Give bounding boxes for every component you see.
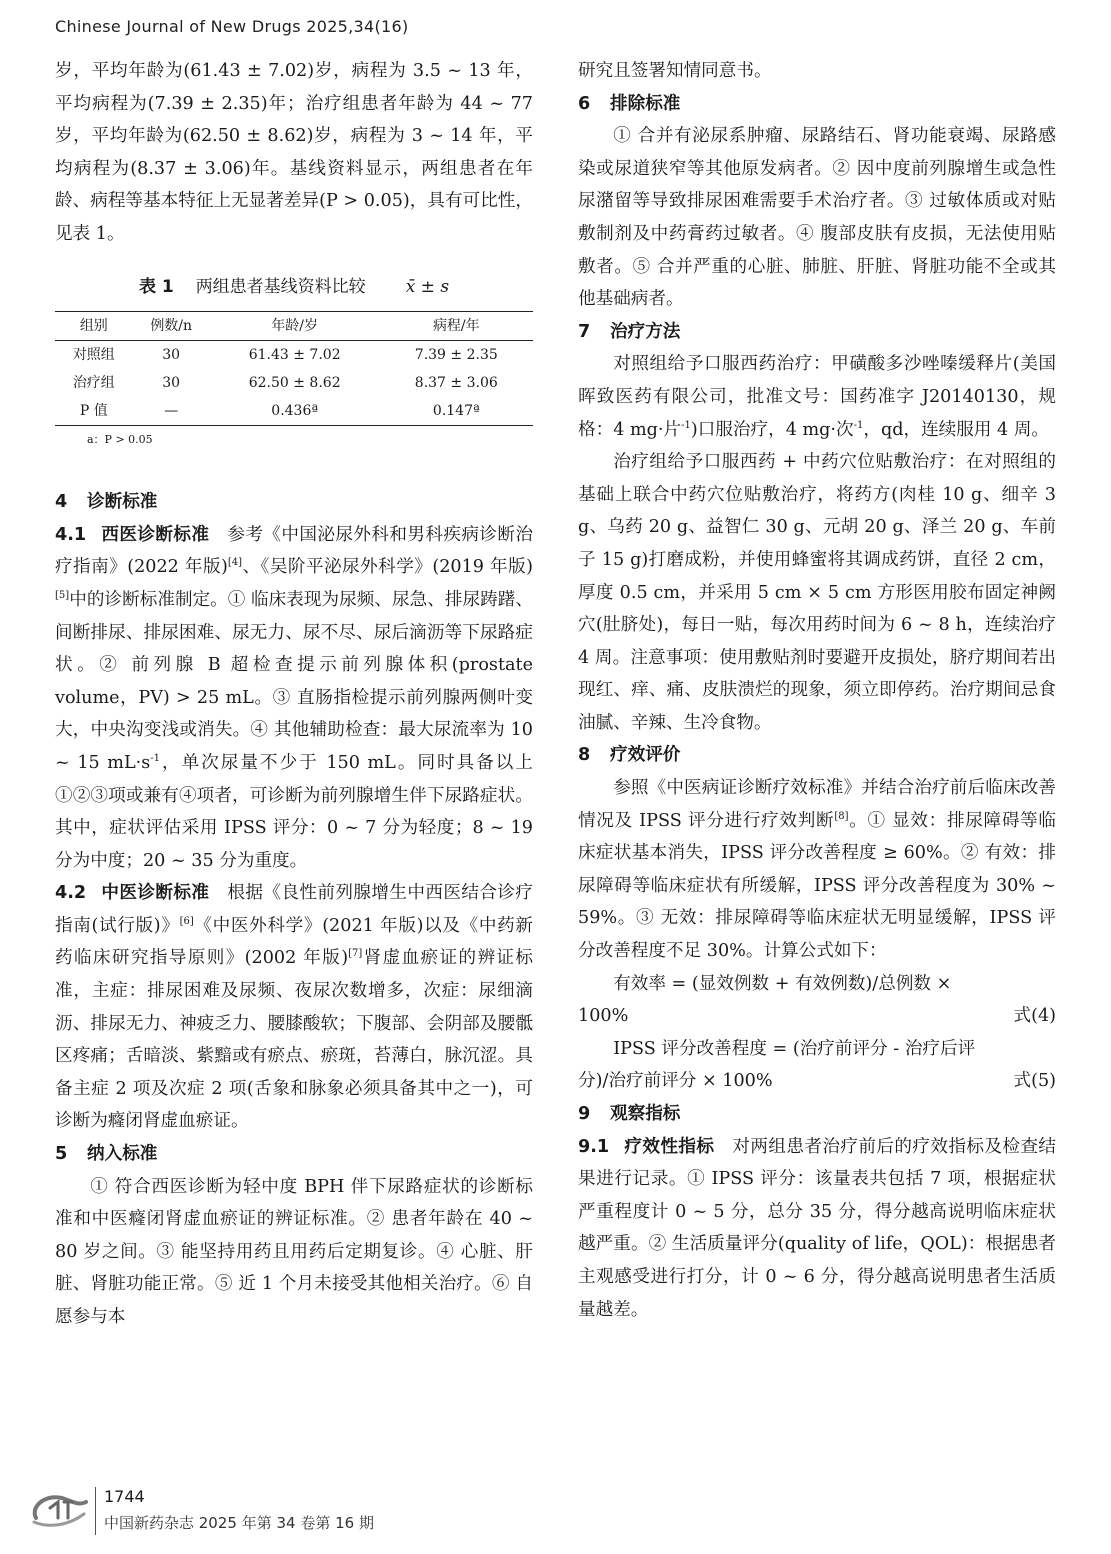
table-row [55, 397, 533, 426]
section-title: 观察指标 [610, 1104, 681, 1124]
section-6-heading [578, 88, 1056, 121]
section-6-paragraph: ① 合并有泌尿系肿瘤、尿路结石、肾功能衰竭、尿路感染或尿道狭窄等其他原发病者。② 因中度前列腺增生或急性尿潴留等导致排尿困难需要手术治疗者。③ 过敏体质或对贴敷制剂及中药膏药过敏者。④ 腹部皮肤有皮损，无法使用贴敷者。⑤ 合并严重的心脏、肺脏、肝脏、肾脏功能不全或其他基础病者。 [578, 126, 1056, 310]
superscript: -1 [853, 419, 864, 431]
citation: [4] [227, 557, 243, 569]
running-head: Chinese Journal of New Drugs 2025,34(16) [55, 17, 409, 36]
section-title: 治疗方法 [610, 321, 681, 342]
section-8-heading [578, 739, 1056, 772]
section-title: 排除标准 [610, 93, 681, 114]
section-number: 5 [55, 1144, 68, 1165]
citation: [7] [348, 948, 363, 960]
body-text: 对照组给予口服西药治疗：甲磺酸多沙唑嗪缓释片(美国晖致医药有限公司，批准文号：国药准字 J20140130，规格：4 mg·片 [578, 354, 1056, 440]
table-header-row [55, 312, 533, 341]
section-9-heading [578, 1098, 1056, 1131]
section-9-1-heading [578, 1137, 714, 1157]
table-cell: 治疗组 [72, 375, 115, 392]
table-header-cell: 组别 [79, 318, 108, 335]
continued-paragraph: 研究且签署知情同意书。 [578, 61, 772, 81]
table-cell: 62.50 ± 8.62 [248, 375, 341, 392]
table-header-cell: 年龄/岁 [271, 318, 319, 335]
equation-4-line-2 [578, 1000, 1056, 1033]
table-cell: 30 [162, 347, 181, 364]
section-5-heading [55, 1138, 533, 1171]
section-number: 4.1 [55, 524, 87, 545]
table-note: a：P > 0.05 [87, 433, 153, 447]
table-cell: P 值 [79, 403, 108, 420]
right-column [578, 55, 1056, 1326]
table-header-cell: 病程/年 [432, 318, 480, 335]
section-4-1-heading [55, 525, 209, 545]
equation-text: 分)/治疗前评分 × 100% [578, 1071, 773, 1092]
section-7-heading [578, 316, 1056, 349]
equation-tag: 式(4) [1013, 1006, 1056, 1027]
table-row [55, 341, 533, 370]
section-number: 9 [578, 1104, 591, 1124]
section-number: 8 [578, 745, 591, 766]
section-number: 9.1 [578, 1136, 610, 1157]
table-caption [55, 271, 533, 304]
section-number: 7 [578, 321, 591, 342]
section-number: 4.2 [55, 883, 87, 904]
table-title: 两组患者基线资料比较 [195, 276, 366, 297]
superscript: -1 [150, 753, 161, 765]
table-cell: 8.37 ± 3.06 [414, 375, 498, 392]
baseline-table [55, 311, 533, 426]
intro-paragraph: 岁，平均年龄为(61.43 ± 7.02)岁，病程为 3.5 ~ 13 年，平均病程为(7.39 ± 2.35)年；治疗组患者年龄为 44 ~ 77 岁，平均年龄为(62.50 ± 8.62)岁，病程为 3 ~ 14 年，平均病程为(8.37 ± 3.06)年。基线资料显示，两组患者在年龄、病程等基本特征上无显著差异(P > 0.05)，具有可比性，见表 1。 [55, 61, 533, 244]
section-8-paragraph [578, 772, 1056, 968]
section-4-1-paragraph [55, 519, 533, 878]
equation-4-line-1: 有效率 = (显效例数 + 有效例数)/总例数 × [613, 973, 952, 994]
table-cell: 0.436ª [271, 403, 319, 420]
body-text: 。① 显效：排尿障碍等临床症状基本消失，IPSS 评分改善程度 ≥ 60%。② 有效：排尿障碍等临床症状有所缓解，IPSS 评分改善程度为 30% ~ 59%。③ 无效：排尿障碍等临床症状无明显缓解，IPSS 评分改善程度不足 30%。计算公式如下： [578, 810, 1057, 962]
body-text: ，单次尿量不少于 150 mL。同时具备以上①②③项或兼有④项者，可诊断为前列腺增生伴下尿路症状。其中，症状评估采用 IPSS 评分：0 ~ 7 分为轻度；8 ~ 19 分为中度；20 ~ 35 分为重度。 [55, 752, 533, 871]
superscript: -1 [681, 419, 691, 431]
table-row [55, 369, 533, 397]
section-number: 6 [578, 93, 591, 114]
journal-name: 中国新药杂志 2025 年第 34 卷第 16 期 [104, 1514, 374, 1532]
section-4-2-heading [55, 883, 209, 903]
section-9-1-paragraph [578, 1131, 1056, 1327]
section-title: 疗效评价 [610, 745, 681, 766]
footer-divider [95, 1487, 96, 1535]
left-column [55, 55, 533, 1334]
body-text: 、《吴阶平泌尿外科学》(2019 年版) [242, 557, 533, 578]
citation: [6] [179, 916, 194, 928]
body-text: 肾虚血瘀证的辨证标准，主症：排尿困难及尿频、夜尿次数增多，次症：尿细滴沥、排尿无力、神疲乏力、腰膝酸软；下腹部、会阴部及腰骶区疼痛；舌暗淡、紫黯或有瘀点、瘀斑，苔薄白，脉沉涩。具备主症 2 项及次症 2 项(舌象和脉象必须具备其中之一)，可诊断为癃闭肾虚血瘀证。 [55, 948, 533, 1132]
body-text: 《中医外科学》(2021 年版)以及《中药新药临床研究指导原则》(2002 年版) [55, 915, 533, 969]
table-cell: — [164, 403, 179, 420]
table-header-cell: 例数/n [150, 318, 193, 335]
body-text: 中的诊断标准制定。① 临床表现为尿频、尿急、排尿踌躇、间断排尿、排尿困难、尿无力、尿不尽、尿后滴沥等下尿路症状。② 前列腺 B 超检查提示前列腺体积(prostate volume，PV) > 25 mL。③ 直肠指检提示前列腺两侧叶变大，中央沟变浅或消失。④ 其他辅助检查：最大尿流率为 10 ~ 15 mL·s [55, 589, 533, 773]
section-7-paragraph-2: 治疗组给予口服西药 + 中药穴位贴敷治疗：在对照组的基础上联合中药穴位贴敷治疗，将药方(肉桂 10 g、细辛 3 g、乌药 20 g、益智仁 30 g、元胡 20 g、泽兰 20 g、车前子 15 g)打磨成粉，并使用蜂蜜将其调成药饼，直径 2 cm，厚度 0.5 cm，并采用 5 cm × 5 cm 方形医用胶布固定神阙穴(肚脐处)，每日一贴，每次用药时间为 6 ~ 8 h，连续治疗 4 周。注意事项：使用敷贴剂时要避开皮损处，脐疗期间若出现红、痒、痛、皮肤溃烂的现象，须立即停药。治疗期间忌食油腻、辛辣、生冷食物。 [578, 452, 1056, 733]
table-cell: 对照组 [72, 347, 115, 364]
section-5-paragraph: ① 符合西医诊断为轻中度 BPH 伴下尿路症状的诊断标准和中医癃闭肾虚血瘀证的辨证标准。② 患者年龄在 40 ~ 80 岁之间。③ 能坚持用药且用药后定期复诊。④ 心脏、肝脏、肾脏功能正常。⑤ 近 1 个月未接受其他相关治疗。⑥ 自愿参与本 [55, 1176, 533, 1327]
table-cell: 0.147ª [432, 403, 480, 420]
equation-tag: 式(5) [1013, 1071, 1056, 1092]
section-title: 中医诊断标准 [101, 883, 210, 904]
table-cell: 61.43 ± 7.02 [248, 347, 341, 364]
body-text: 参照《中医病证诊断疗效标准》并结合治疗前后临床改善情况及 IPSS 评分进行疗效判断 [578, 778, 1056, 831]
body-text: 根据《良性前列腺增生中西医结合诊疗指南(试行版)》 [55, 883, 533, 936]
section-number: 4 [55, 492, 68, 513]
body-text: )口服治疗，4 mg·次 [690, 419, 854, 440]
section-title: 西医诊断标准 [101, 524, 210, 545]
section-4-heading [55, 486, 533, 519]
body-text: ，qd，连续服用 4 周。 [863, 419, 1050, 440]
logo-icon [28, 1488, 92, 1532]
equation-5-line-2 [578, 1065, 1056, 1098]
body-text: 对两组患者治疗前后的疗效指标及检查结果进行记录。① IPSS 评分：该量表共包括 7 项，根据症状严重程度计 0 ~ 5 分，总分 35 分，得分越高说明临床症状越严重。② 生活质量评分(quality of life，QOL)：根据患者主观感受进行打分，计 0 ~ 6 分，得分越高说明患者生活质量越差。 [578, 1136, 1056, 1320]
section-title: 诊断标准 [87, 492, 158, 513]
section-7-paragraph-1 [578, 348, 1056, 446]
section-title: 纳入标准 [87, 1144, 158, 1165]
citation: [8] [834, 810, 849, 822]
citation: [5] [55, 590, 70, 602]
equation-5-line-1: IPSS 评分改善程度 = (治疗前评分 - 治疗后评 [613, 1038, 976, 1059]
equation-text: 100% [578, 1006, 629, 1027]
table-cell: 7.39 ± 2.35 [414, 347, 498, 364]
body-text: 参考《中国泌尿外科和男科疾病诊断治疗指南》(2022 年版) [55, 524, 533, 578]
table-stat: x̄ ± s [405, 276, 450, 297]
section-title: 疗效性指标 [624, 1136, 715, 1157]
section-4-2-paragraph [55, 877, 533, 1138]
table-cell: 30 [162, 375, 181, 392]
page-number: 1744 [104, 1487, 145, 1506]
table-number: 表 1 [138, 276, 174, 297]
